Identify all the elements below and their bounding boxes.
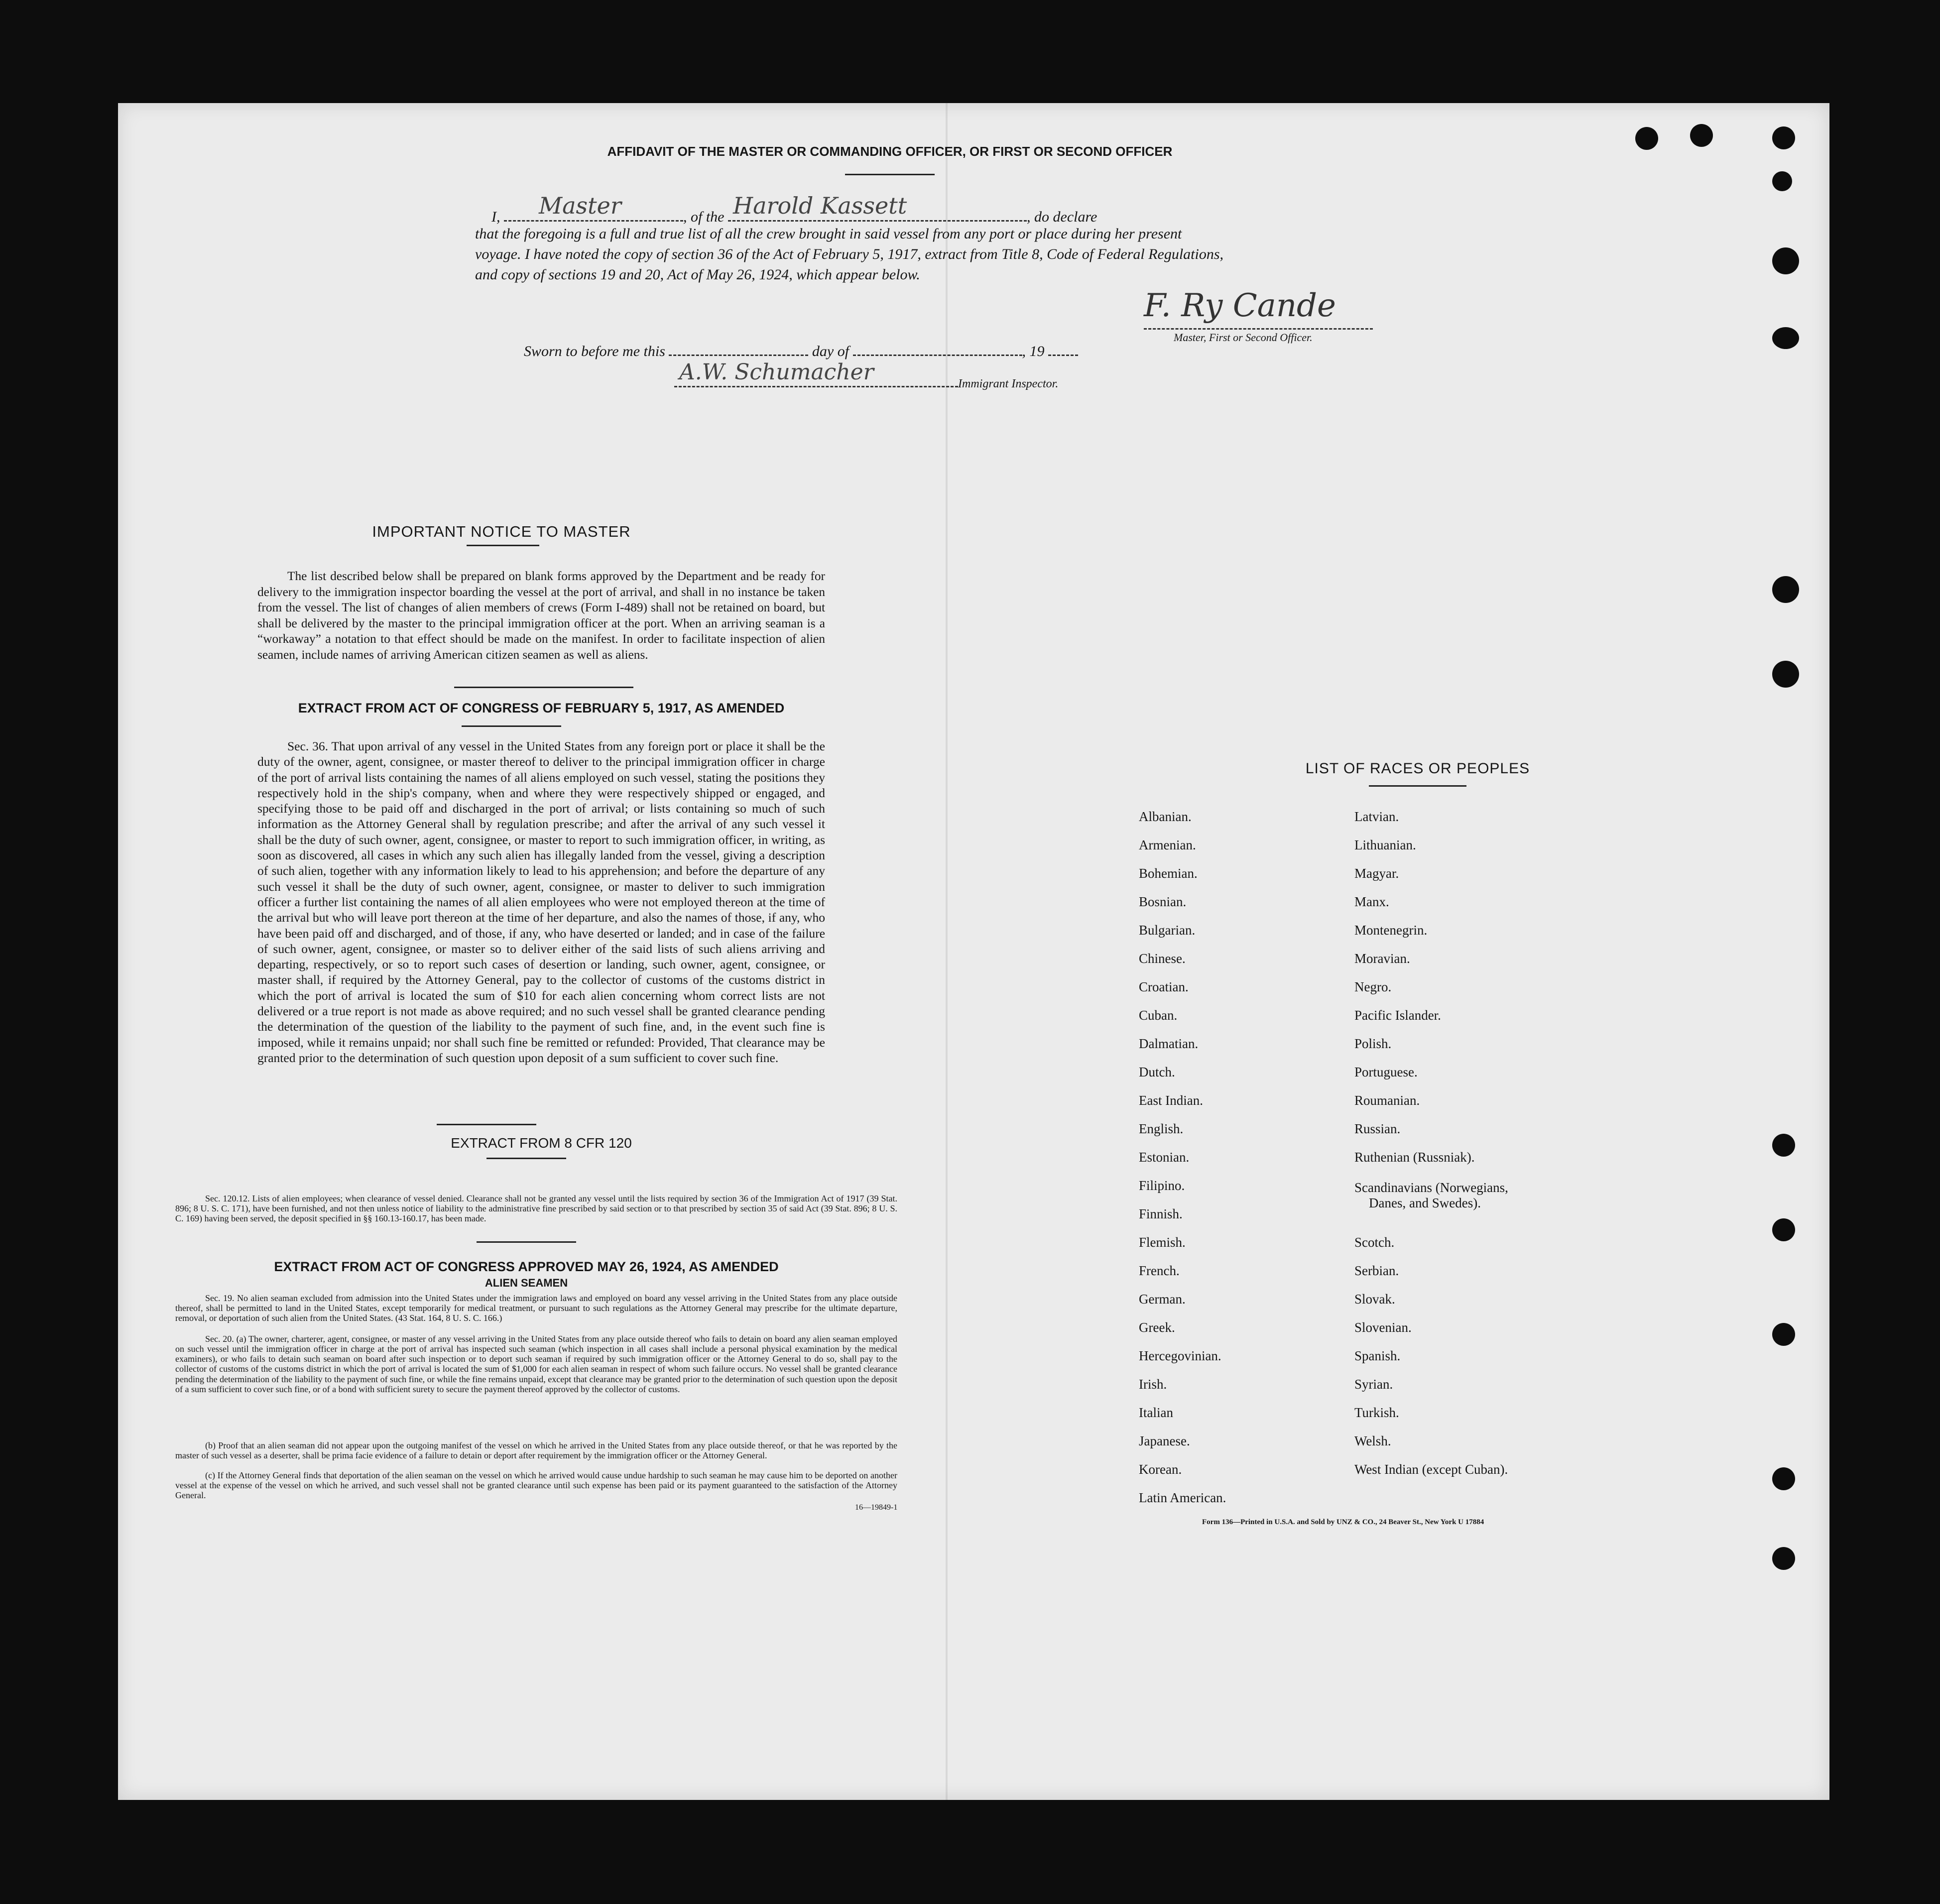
extract-1924-sec20b: (b) Proof that an alien seaman did not appear upon the outgoing manifest of the vessel on which he arrived in the United States from any place outside thereof, or that he was reported by the master of such vessel as a deserter, shall be prima facie evidence of a failure to detain or deport after requirement by the immigration officer or the Attorney General. [175,1440,897,1461]
race-right: Syrian. [1354,1377,1393,1392]
punch-hole [1772,247,1799,274]
race-right: Russian. [1354,1121,1401,1136]
punch-hole [1772,1134,1795,1157]
race-right: Welsh. [1354,1433,1391,1448]
race-left: Dalmatian. [1139,1036,1199,1051]
race-right: Negro. [1354,979,1392,994]
vessel-field [728,192,1027,222]
title-rule [845,174,935,175]
race-right: Scandinavians (Norwegians, [1354,1180,1508,1195]
line1-prefix: I, [491,209,500,225]
sworn-prefix: Sworn to before me this [524,343,665,359]
race-left: Albanian. [1139,809,1192,824]
sworn-month-field [853,340,1022,356]
punch-hole [1635,127,1658,150]
punch-hole [1772,1467,1795,1490]
affidavit-title: AFFIDAVIT OF THE MASTER OR COMMANDING OFFICER, OR FIRST OR SECOND OFFICER [607,144,1173,159]
punch-hole [1772,661,1799,688]
of-the-label: , of the [683,209,725,225]
sworn-line [524,340,1078,360]
races-rule [1369,785,1466,787]
race-left: Irish. [1139,1377,1167,1392]
race-right: Roumanian. [1354,1093,1420,1108]
extract-1924-subtitle: ALIEN SEAMEN [485,1277,568,1289]
punch-hole [1772,327,1799,349]
cfr-body: Sec. 120.12. Lists of alien employees; when clearance of vessel denied. Clearance shall not be granted any vessel until the lists required by section 36 of the Immigration Act of 1917 (39 Stat. 896; 8 U. S. C. 171), have been furnished, and not then unless notice of liability to the administrative fine prescribed by said section or to that prescribed by section 35 of said Act (39 Stat. 896; 8 U. S. C. 169) having been served, the deposit specified in §§ 160.13-160.17, has been made. [175,1193,897,1224]
race-right: Moravian. [1354,951,1410,966]
affidavit-line-4: and copy of sections 19 and 20, Act of May 26, 1924, which appear below. [475,266,920,283]
form-footer: Form 136—Printed in U.S.A. and Sold by UNZ & CO., 24 Beaver St., New York U 17884 [1202,1518,1484,1526]
punch-hole [1772,1323,1795,1346]
extract-1917-title: EXTRACT FROM ACT OF CONGRESS OF FEBRUARY 5, 1917, AS AMENDED [298,701,785,715]
punch-hole [1772,1218,1795,1241]
race-right: West Indian (except Cuban). [1354,1462,1508,1477]
race-right: Serbian. [1354,1263,1399,1278]
affidavit-line-2: that the foregoing is a full and true list of all the crew brought in said vessel from any port or place during her present [475,226,1182,242]
race-left: Bohemian. [1139,866,1198,881]
race-right: Lithuanian. [1354,837,1416,852]
punch-hole [1772,576,1799,603]
race-right: Pacific Islander. [1354,1008,1441,1023]
cfr-title: EXTRACT FROM 8 CFR 120 [451,1135,632,1151]
race-left: Bosnian. [1139,894,1187,909]
sworn-year-field [1048,340,1078,356]
document-sheet [118,103,1829,1800]
sworn-day-field [669,340,808,356]
affidavit-line-1 [491,192,1562,226]
race-right: Spanish. [1354,1348,1401,1363]
day-of-label: day of [812,343,849,359]
punch-hole [1772,171,1792,191]
race-right: Slovenian. [1354,1320,1412,1335]
race-right: Ruthenian (Russniak). [1354,1150,1475,1165]
notice-body: The list described below shall be prepared on blank forms approved by the Department and be ready for delivery to the immigration inspector boarding the vessel at the port of arrival, and shall in no instance be taken from the vessel. The list of changes of alien members of crews (Form I-489) shall not be retained on board, but shall be delivered by the master to the principal immigration officer at the port. When an arriving seaman is a “workaway” a notation to that effect should be made on the manifest. In order to facilitate inspection of alien seamen, include names of arriving American citizen seamen as well as aliens. [257,569,825,662]
do-declare-label: , do declare [1027,209,1097,225]
race-right: Manx. [1354,894,1389,909]
punch-hole [1772,1547,1795,1570]
race-left: Korean. [1139,1462,1182,1477]
race-right: Polish. [1354,1036,1392,1051]
race-right: Danes, and Swedes). [1369,1195,1481,1210]
inspector-signature: A.W. Schumacher [679,359,874,385]
race-right: Turkish. [1354,1405,1399,1420]
race-left: Hercegovinian. [1139,1348,1221,1363]
extract-1917-body: Sec. 36. That upon arrival of any vessel in the United States from any foreign port or place it shall be the duty of the owner, agent, consignee, or master thereof to deliver to the principal immigration officer in charge of the port of arrival lists containing the names of all aliens employed on such vessel, stating the positions they respectively hold in the ship's company, when and where they were respectively shipped or engaged, and specifying those to be paid off and discharged in the port of arrival; or lists containing so much of such information as the Attorney General shall by regulation prescribe; and after the arrival of any such vessel it shall be the duty of such owner, agent, consignee, or master to report to such immigration officer, in writing, as soon as discovered, all cases in which any such alien has illegally landed from the vessel, giving a description of such alien, together with any information likely to lead to his apprehension; and before the departure of any such vessel it shall be the duty of such owner, agent, consignee, or master to deliver to such immigration officer a further list containing the names of all alien employees who were not employed thereon at the time of the arrival but who will leave port thereon at the time of her departure, and also the names of those, if any, who have been paid off and discharged, and of those, if any, who have deserted or landed; and in case of the failure of such owner, agent, consignee, or master so to deliver either of the said lists of such aliens arriving and departing, respectively, or so to report such cases of desertion or landing, such owner, agent, consignee, or master shall, if required by the Attorney General, pay to the collector of customs of the customs district in which the port of arrival is located the sum of $10 for each alien concerning whom correct lists are not delivered or a true report is not made as above required; and no such vessel shall be granted clearance pending the determination of the question of the liability to the payment of such fine, and, in the event such fine is imposed, while it remains unpaid; nor shall such fine be remitted or refunded: Provided, That clearance may be granted prior to the determination of such question upon deposit of a sum sufficient to cover such fine. [257,739,825,1065]
race-left: Croatian. [1139,979,1189,994]
race-left: Cuban. [1139,1008,1178,1023]
race-left: English. [1139,1121,1184,1136]
race-left: French. [1139,1263,1180,1278]
signature-caption: Master, First or Second Officer. [1174,331,1313,344]
races-title: LIST OF RACES OR PEOPLES [1305,760,1530,777]
race-left: Flemish. [1139,1235,1186,1250]
year-prefix: , 19 [1022,343,1045,359]
master-signature: F. Ry Cande [1144,287,1336,324]
extract-1924-title: EXTRACT FROM ACT OF CONGRESS APPROVED MAY 26, 1924, AS AMENDED [274,1259,779,1274]
inspector-line [674,359,1059,391]
extract-1917-rule [462,725,561,727]
affidavit-line-3: voyage. I have noted the copy of section 36 of the Act of February 5, 1917, extract from Title 8, Code of Federal Regulations, [475,246,1224,262]
inspector-caption: Immigrant Inspector. [958,377,1059,390]
inspector-field [674,359,958,387]
race-left: Estonian. [1139,1150,1190,1165]
extract-1924-sec19: Sec. 19. No alien seaman excluded from admission into the United States under the immigration laws and employed on board any vessel arriving in the United States from any place outside thereof, shall be permitted to land in the United States, except temporarily for medical treatment, or pursuant to such regulations as the Attorney General may prescribe for the ultimate departure, removal, or deportation of such alien from the United States. (43 Stat. 164, 8 U. S. C. 166.) [175,1293,897,1323]
vessel-handwritten: Harold Kassett [733,192,907,219]
signature-rule [1144,328,1373,330]
cfr-rule [486,1158,566,1159]
race-right: Montenegrin. [1354,923,1428,938]
race-left: Armenian. [1139,837,1196,852]
race-left: East Indian. [1139,1093,1203,1108]
notice-end-rule [454,687,633,688]
race-right: Slovak. [1354,1292,1395,1307]
race-right: Scotch. [1354,1235,1395,1250]
notice-title: IMPORTANT NOTICE TO MASTER [372,523,631,540]
race-left: Finnish. [1139,1206,1183,1221]
race-left: Latin American. [1139,1490,1226,1505]
extract-1924-sec20a: Sec. 20. (a) The owner, charterer, agent, consignee, or master of any vessel arriving in the United States from any place outside thereof who fails to detain on board any alien seaman employed on such vessel until the immigration officer in charge at the port of arrival has inspected such seaman (which inspection in all cases shall include a personal physical examination by the medical examiners), or who fails to detain such seaman on board after such inspection or to deport such seaman if required by such immigration officer or the Attorney General to do so, shall pay to the collector of customs of the customs district in which the port of arrival is located the sum of $1,000 for each alien seaman in respect of whom such failure occurs. No vessel shall be granted clearance pending the determination of the liability to the payment of such fine, or while the fine remains unpaid, except that clearance may be granted prior to the determination of such question upon the deposit of a sum sufficient to cover such fine, or of a bond with sufficient surety to secure the payment thereof approved by the collector of customs. [175,1334,897,1394]
race-right: Latvian. [1354,809,1399,824]
race-left: Chinese. [1139,951,1186,966]
race-left: Greek. [1139,1320,1175,1335]
notice-rule [467,545,539,546]
extract-1917-end-rule [437,1124,536,1125]
race-left: Dutch. [1139,1065,1175,1079]
race-left: Japanese. [1139,1433,1190,1448]
race-left: Filipino. [1139,1178,1185,1193]
punch-hole [1690,124,1713,147]
race-right: Magyar. [1354,866,1399,881]
race-right: Portuguese. [1354,1065,1418,1079]
extract-1924-code: 16—19849-1 [855,1503,898,1512]
officer-field [504,192,683,222]
race-left: Bulgarian. [1139,923,1196,938]
extract-1924-sec20c: (c) If the Attorney General finds that deportation of the alien seaman on the vessel on which he arrived would cause undue hardship to such seaman he may cause him to be deported on another vessel at the expense of the vessel on which he arrived, and such vessel shall not be granted clearance until such expense has been paid or its payment guaranteed to the satisfaction of the Attorney General. [175,1470,897,1501]
race-left: German. [1139,1292,1186,1307]
cfr-end-rule [477,1241,576,1243]
punch-hole [1772,126,1795,149]
race-left: Italian [1139,1405,1173,1420]
officer-handwritten: Master [539,192,621,219]
